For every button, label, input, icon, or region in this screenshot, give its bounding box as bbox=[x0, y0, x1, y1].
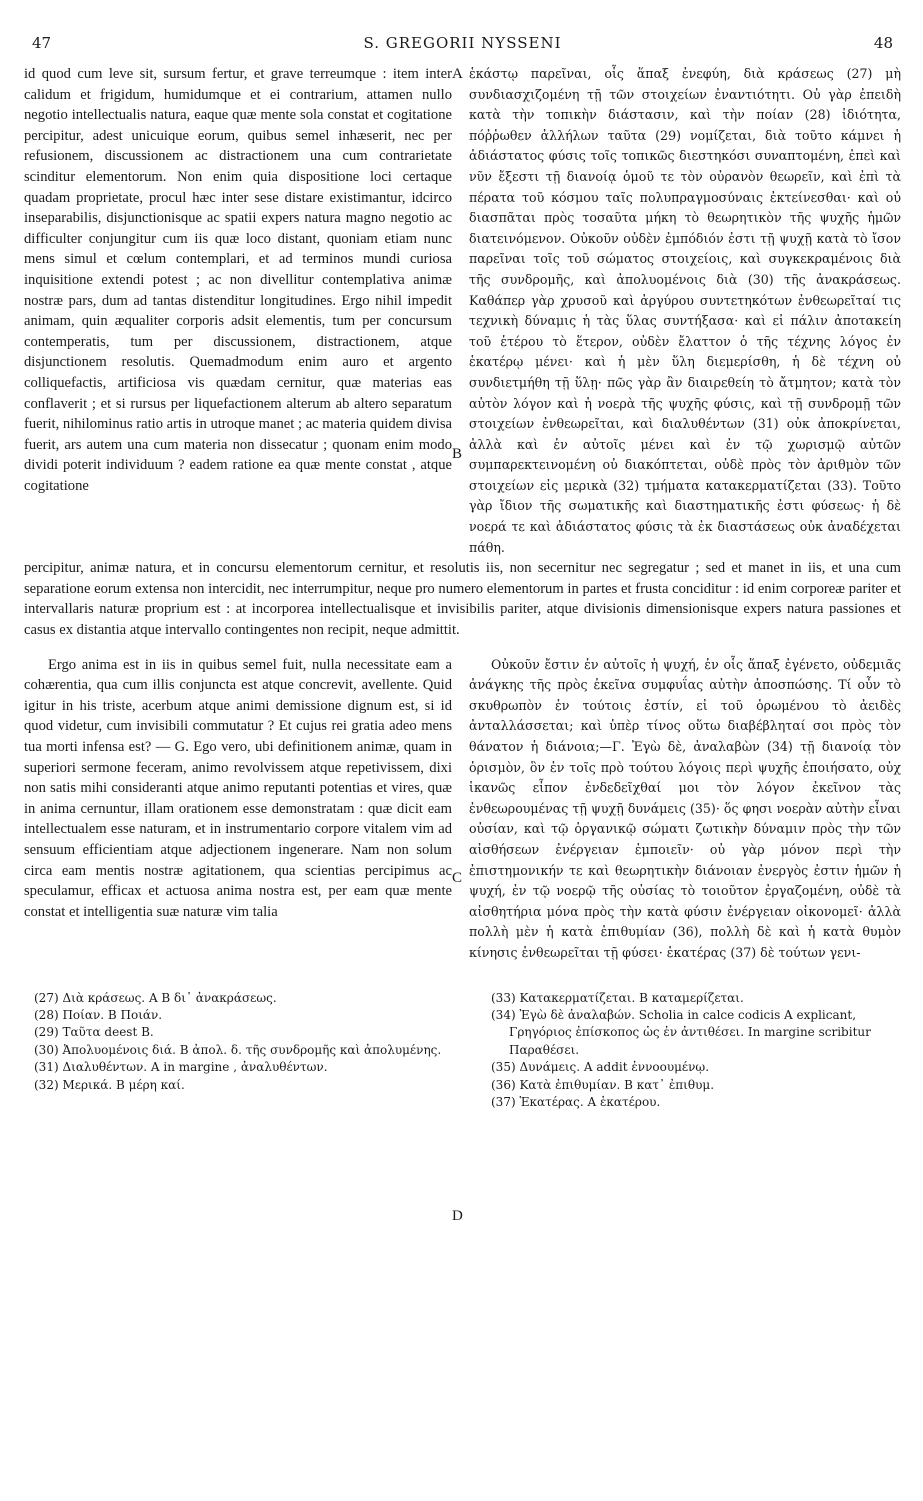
page-number-right: 48 bbox=[873, 34, 893, 52]
margin-mark-b: B bbox=[452, 446, 463, 462]
footnote: (30) Ἀπολυομένοις διά. B ἀπολ. δ. τῆς συνδρομῆς καὶ ἀπολυμένης. bbox=[34, 1042, 442, 1057]
greek-column bbox=[469, 64, 901, 558]
latin-paragraph: id quod cum leve sit, sursum fertur, et grave terreumque : item inter calidum et frigidum, humidumque et ei contrarium, attamen nullo negotio intellectualis natura, eaque quæ mente sola constat et cogitatione percipitur, adest unicuique eorum, quibus semel inhæserit, nec per refusionem, discussionem ac distractionem una cum contrarietate scinditur elementorum. Non enim quia dispositione loci certaque quadam proprietate, procul hæc inter sese distare existimantur, idcirco inseparabilis, disjunctionisque ac spatii expers natura magno negotio ac difficulter conjungitur cum iis quæ loco distant, quoniam etiam nunc mens simul et cœlum contemplari, et ad terminos mundi curiosa inquisitione extendi potest ; ac non divellitur contemplativa animæ nostræ pars, dum ad tantas distenditur longitudines. Ergo nihil impedit animam, quin æqualiter corporis adsit elementis, tum per concursum contemperatis, tum per discussionem, distractionem, atque disjunctionem resolutis. Quemadmodum enim auro et argento colliquefactis, artificiosa vis quædam cernitur, quæ materias eas conflaverit ; et si rursus per liquefactionem alterum ab altero separatum fuerit, nihilominus ratio artis in utroque manet ; ac materia quidem divisa fuerit, ars autem una cum materia non dissecatur ; quonam enim modo dividi poterit individuum ? eadem ratione ea quæ mente constat , atque cogitatione bbox=[24, 66, 452, 494]
greek-column bbox=[469, 655, 901, 964]
footnote: (35) Δυνάμεις. A addit ἐννοουμένῳ. bbox=[491, 1060, 710, 1075]
footnote: (32) Μερικά. B μέρη καί. bbox=[34, 1077, 185, 1092]
greek-paragraph: Οὐκοῦν ἔστιν ἐν αὐτοῖς ἡ ψυχή, ἐν οἷς ἅπαξ ἐγένετο, οὐδεμιᾶς ἀνάγκης τῆς πρὸς ἐκεῖνα συμφυΐας αὐτὴν ἀποσπώσης. Τί οὖν τὸ σκυθρωπὸν ἐν τούτοις ἐστίν, εἰ τοῦ ὁρωμένου τὸ ἀειδὲς ἀνταλλάσσεται; καὶ ὑπὲρ τίνος οὕτω διαβέβληταί σοι πρὸς τὸν θάνατον ἡ διάνοια;—Γ. Ἐγὼ δὲ, ἀναλαβὼν (34) τῇ διανοίᾳ τὸν ὁρισμὸν, ὃν ἐν τοῖς πρὸ τούτου λόγοις περὶ ψυχῆς ἐποιήσατο, οὐχ ἱκανῶς εἶπον ἐνδεδεῖχθαί μοι τὸν λόγον ἐκεῖνον τὰς ἐνθεωρουμένας τῇ ψυχῇ δυνάμεις (35)· ὅς φησι νοερὰν αὐτὴν εἶναι οὐσίαν, καὶ τῷ ὀργανικῷ σώματι ζωτικὴν δύναμιν πρὸς τὴν τῶν αἰσθήσεων ἐνέργειαν ἐμποιεῖν· οὐ γὰρ μόνον περὶ τὴν ἐπιστημονικήν τε καὶ θεωρητικὴν διάνοιαν ἐνεργὸς ἐστιν ἡμῶν ἡ ψυχή, ἐν τῷ νοερῷ τῆς οὐσίας τὸ τοιοῦτον ἐργαζομένη, οὐδὲ τὰ αἰσθητήρια μόνα πρὸς τὴν κατὰ φύσιν ἐνέργειαν οἰκονομεῖ· ἀλλὰ πολλὴ μὲν ἡ κατὰ ἐπιθυμίαν (36), πολλὴ δὲ καὶ ἡ κατὰ θυμὸν κίνησις ἐνθεωρεῖται τῇ φύσει· ἑκατέρας (37) δὲ τούτων γενι- bbox=[469, 656, 901, 960]
footnotes bbox=[24, 990, 901, 1112]
latin-full-width-continuation bbox=[24, 558, 901, 640]
latin-paragraph: percipitur, animæ natura, et in concursu elementorum cernitur, et resolutis iis, non secernitur nec segregatur ; sed et manet in iis, et una cum separatione eorum extensa non intercidit, nec interrumpitur, neque pro numero elementorum in partes et frusta conciditur : id enim corporeæ pariter et intervallaris naturæ proprium est : at incorporea intellectualisque et invisibilis pariter, atque divisionis dimensionisque expers natura passiones et casus ex distantia atque intervallo contingentes non recipit, neque admittit. bbox=[24, 560, 901, 639]
footnote: (31) Διαλυθέντων. A in margine , ἀναλυθέντων. bbox=[34, 1060, 328, 1075]
page-number-left: 47 bbox=[32, 34, 52, 52]
margin-mark-c: C bbox=[452, 870, 463, 886]
latin-column bbox=[24, 64, 452, 558]
greek-paragraph: ἑκάστῳ παρεῖναι, οἷς ἅπαξ ἐνεφύη, διὰ κράσεως (27) μὴ συνδιασχιζομένη τῇ τῶν στοιχείων ἐναντιότητι. Οὐ γὰρ ἐπειδὴ κατὰ τὴν τοπικὴν διάστασιν, καὶ τὴν ποίαν (28) ἰδιότητα, πόῤῥωθεν ἀλλήλων ταῦτα (29) νομίζεται, διὰ τοῦτο κάμνει ἡ ἀδιάστατος φύσις τοῖς τοπικῶς διεστηκόσι συναπτομένη, ἐπεὶ καὶ νῦν ἔξεστι τῇ διανοίᾳ ὁμοῦ τε τὸν οὐρανὸν θεωρεῖν, καὶ ἐπὶ τὰ πέρατα τοῦ κόσμου ταῖς πολυπραγμοσύναις ἐκτείνεσθαι· καὶ οὐ διασπᾶται πρὸς τοσαῦτα μήκη τὸ θεωρητικὸν τῆς ψυχῆς ἡμῶν διατεινόμενον. Οὐκοῦν οὐδὲν ἐμπόδιόν ἐστι τῇ ψυχῇ κατὰ τὸ ἴσον παρεῖναι τοῖς τοῦ σώματος στοιχείοις, καὶ συγκεκραμένοις διὰ τῆς συνδρομῆς, καὶ ἀπολυομένοις διὰ (30) τῆς ἀνακράσεως. Καθάπερ γὰρ χρυσοῦ καὶ ἀργύρου συντετηκότων ἐνθεωρεῖταί τις τεχνικὴ δύναμις ἡ τὰς ὕλας συντήξασα· καὶ εἰ πάλιν ἀποτακείη τοῦ ἑτέρου τὸ ἕτερον, οὐδὲν ἔλαττον ὁ τῆς τέχνης λόγος ἐν ἑκατέρῳ μένει· καὶ ἡ μὲν ὕλη διεμερίσθη, ἡ δὲ τέχνη οὐ συνδιετμήθη τῇ ὕλῃ· πῶς γὰρ ἂν διαιρεθείη τὸ ἄτμητον; κατὰ τὸν αὐτὸν λόγον καὶ ἡ νοερὰ τῆς ψυχῆς φύσις, καὶ τῇ συνδρομῇ τῶν στοιχείων ἐνθεωρεῖται, καὶ διαλυθέντων (31) οὐκ ἀποκρίνεται, ἀλλὰ καὶ ἐν αὐτοῖς μένει καὶ ἐν τῷ χωρισμῷ αὐτῶν συμπαρεκτεινομένη οὐ διακόπτεται, οὐδὲ πρὸς τὸν ἀριθμὸν τῶν στοιχείων εἰς μερικὰ (32) τμήματα κατακερματίζεται (33). Τοῦτο γὰρ ἴδιον τῆς σωματικῆς καὶ διαστηματικῆς ἐστι φύσεως· ἡ δὲ νοερά τε καὶ ἀδιάστατος φύσις τὰ ἐκ διαστάσεως οὐκ ἀναδέχεται πάθη. bbox=[469, 66, 901, 555]
footnote: (29) Ταῦτα deest B. bbox=[34, 1025, 154, 1040]
footnote: (34) Ἐγὼ δὲ ἀναλαβών. Scholia in calce codicis A explicant, Γρηγόριος ἐπίσκοπος ὡς ἐν ἀντιθέσει. In margine scribitur Παραθέσει. bbox=[491, 1007, 871, 1057]
latin-paragraph: Ergo anima est in iis in quibus semel fuit, nulla necessitate eam a cohærentia, qua cum illis conjuncta est atque concrevit, avellente. Quid igitur in his triste, acerbum atque animi demissione dignum est, si id quod videtur, cum invisibili commutatur ? Et cujus rei gratia adeo mens tua morti infensa est? — G. Ego vero, ubi definitionem animæ, quam in superiori sermone feceram, animo revolvissem atque repetivissem, dixi non satis mihi consideranti atque animo reputanti potentias et vires, quæ in anima cernuntur, illam orationem esse demonstratam : quæ dicit eam intellectualem esse naturam, et in instrumentario corpore vitalem vim ad sensuum efficientiam atque adjectionem ingenerare. Nam non solum circa eam mentis nostræ agitationem, qua scientias percipimus ac speculamur, efficax et actuosa anima nostra est, per eam quæ mente constat et intelligentia suæ naturæ vim talia bbox=[24, 656, 452, 920]
margin-mark-d: D bbox=[452, 1208, 463, 1224]
running-header bbox=[24, 34, 901, 64]
footnote: (28) Ποίαν. B Ποιάν. bbox=[34, 1007, 163, 1022]
latin-column bbox=[24, 655, 452, 964]
section1-columns bbox=[24, 64, 901, 558]
footnote: (37) Ἑκατέρας. A ἑκατέρου. bbox=[491, 1094, 661, 1109]
footnote: (27) Διὰ κράσεως. A B δι᾽ ἀνακράσεως. bbox=[34, 990, 277, 1005]
footnotes-left-column bbox=[24, 990, 444, 1112]
section2-columns bbox=[24, 655, 901, 964]
footnotes-right-column bbox=[481, 990, 901, 1112]
running-title: S. GREGORII NYSSENI bbox=[363, 34, 562, 52]
margin-mark-a: A bbox=[452, 66, 463, 82]
footnote: (36) Κατὰ ἐπιθυμίαν. B κατ᾽ ἐπιθυμ. bbox=[491, 1077, 715, 1092]
footnote: (33) Κατακερματίζεται. B καταμερίζεται. bbox=[491, 990, 744, 1005]
